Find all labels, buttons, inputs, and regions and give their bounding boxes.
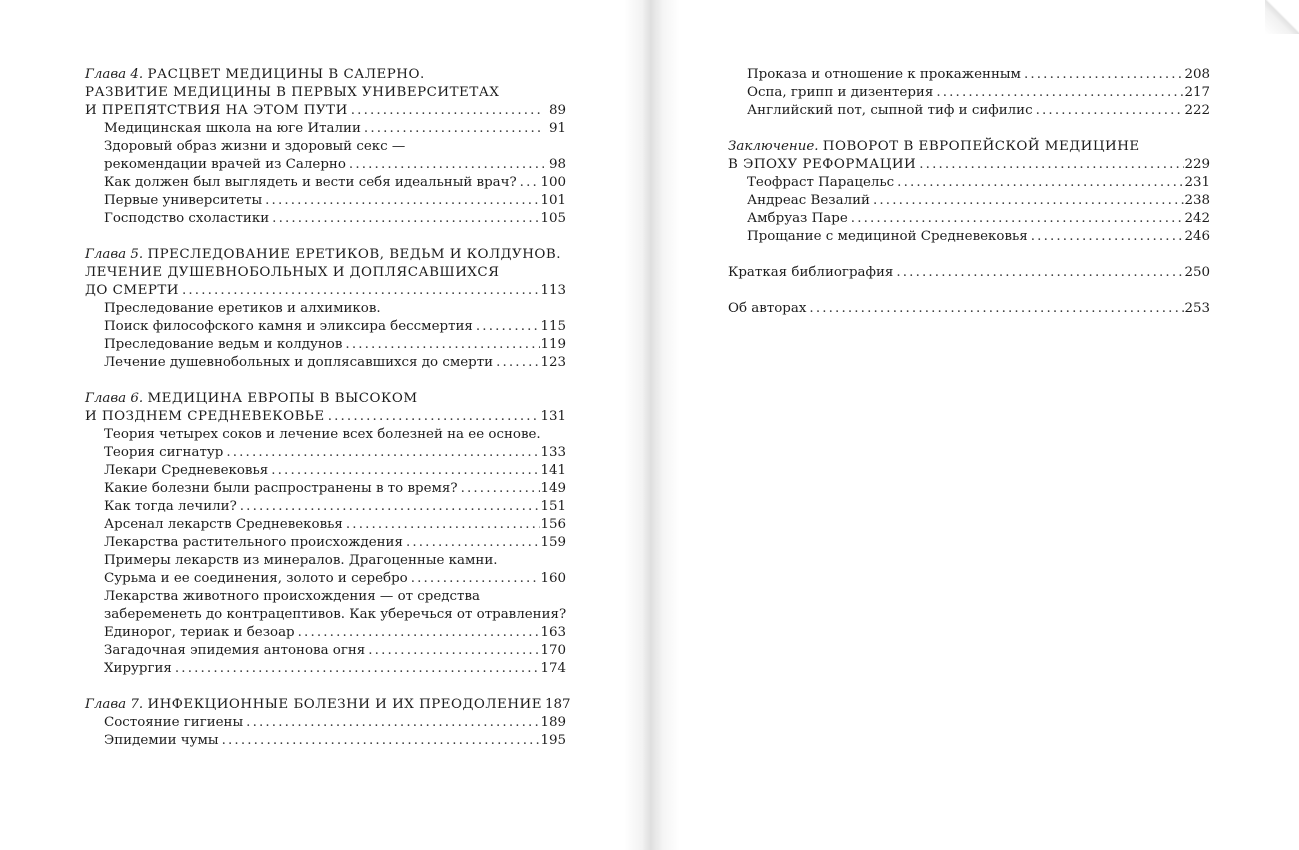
entry-title-line: Теория четырех соков и лечение всех болезней на ее основе. [104,427,541,442]
toc-entry[interactable] [85,444,566,462]
chapter-entry[interactable] [85,102,566,120]
page-number: 253 [1184,301,1210,316]
leader-dots [851,210,1185,228]
leader-dots [896,264,1184,282]
leader-dots [182,282,540,300]
entry-title-line: Лекарства животного происхождения — от средства [104,589,480,604]
conclusion [728,138,1210,246]
leader-dots [345,336,540,354]
chapter-7-continued [728,66,1210,120]
page-number: 231 [1184,175,1210,190]
entry-title: Первые университеты [104,193,263,208]
toc-entry[interactable] [85,570,566,588]
leader-dots [240,498,541,516]
right-page [650,0,1299,850]
chapter-title-line: ЛЕЧЕНИЕ ДУШЕВНОБОЛЬНЫХ И ДОПЛЯСАВШИХСЯ [85,265,500,280]
entry-title: Эпидемии чумы [104,733,219,748]
toc-entry[interactable] [85,318,566,336]
about-authors [728,300,1210,318]
page-number: 160 [540,571,566,586]
toc-entry[interactable] [85,498,566,516]
leader-dots [406,534,541,552]
leader-dots [873,192,1184,210]
page-number: 174 [540,661,566,676]
leader-dots [461,480,541,498]
entry-title: Лекарства растительного происхождения [104,535,403,550]
leader-dots [476,318,541,336]
chapter-label: Глава 5. [85,247,144,262]
chapter-title-line: РАЗВИТИЕ МЕДИЦИНЫ В ПЕРВЫХ УНИВЕРСИТЕТАХ [85,85,500,100]
page-number: 131 [540,409,566,424]
leader-dots [1031,228,1185,246]
entry-title: Лекари Средневековья [104,463,269,478]
gutter-shadow-left [624,0,650,850]
leader-dots [496,354,540,372]
toc-entry[interactable] [85,714,566,732]
toc-entry[interactable] [728,192,1210,210]
entry-title: Сурьма и ее соединения, золото и серебро [104,571,408,586]
gutter-shadow-right [650,0,680,850]
toc-entry[interactable] [85,534,566,552]
page-number: 133 [540,445,566,460]
page-curl[interactable] [1265,0,1299,34]
entry-title: Амбруаз Паре [747,211,848,226]
chapter-label: Глава 6. [85,391,144,406]
leader-dots [897,174,1184,192]
leader-dots [411,570,541,588]
page-number: 159 [540,535,566,550]
toc-entry[interactable] [728,102,1210,120]
chapter-label: Заключение. [728,139,819,154]
page-number: 98 [548,157,566,172]
page-number: 149 [540,481,566,496]
entry-title: Прощание с медициной Средневековья [747,229,1028,244]
leader-dots [246,714,540,732]
page-number: 100 [540,175,566,190]
chapter-5 [85,246,566,372]
chapter-entry[interactable] [85,408,566,426]
leader-dots [936,84,1184,102]
leader-dots [272,210,540,228]
entry-title-line: Здоровый образ жизни и здоровый секс — [104,139,406,154]
page-number: 189 [540,715,566,730]
page-number: 246 [1184,229,1210,244]
toc-entry[interactable] [85,516,566,534]
page-number: 119 [540,337,566,352]
chapter-4 [85,66,566,228]
entry-title: Оспа, грипп и дизентерия [747,85,934,100]
chapter-title-final [85,696,542,714]
entry-title-line: Преследование еретиков и алхимиков. [104,301,381,316]
entry-title: Андреас Везалий [747,193,870,208]
entry-title: Арсенал лекарств Средневековья [104,517,343,532]
page-number: 101 [540,193,566,208]
toc-entry[interactable] [728,228,1210,246]
about-authors-entry[interactable] [728,300,1210,318]
entry-title: Поиск философского камня и эликсира бессмертия [104,319,473,334]
page-number: 238 [1184,193,1210,208]
toc-entry[interactable] [728,210,1210,228]
entry-title: Об авторах [728,301,807,316]
leader-dots [351,102,544,120]
toc-entry[interactable] [85,120,566,138]
entry-title: Краткая библиография [728,265,894,280]
toc-entry[interactable] [728,174,1210,192]
leader-dots [1024,66,1184,84]
entry-title: Состояние гигиены [104,715,244,730]
leader-dots [328,408,541,426]
chapter-title: ИНФЕКЦИОННЫЕ БОЛЕЗНИ И ИХ ПРЕОДОЛЕНИЕ [147,697,542,712]
toc-entry[interactable] [85,642,566,660]
page-number: 123 [540,355,566,370]
toc-entry[interactable] [728,66,1210,84]
leader-dots [368,642,540,660]
page-number: 222 [1184,103,1210,118]
chapter-title: ПРЕСЛЕДОВАНИЕ ЕРЕТИКОВ, ВЕДЬМ И КОЛДУНОВ. [147,247,561,262]
chapter-title-line [85,246,566,264]
leader-dots [271,462,540,480]
toc-entry[interactable] [85,624,566,642]
toc-entry[interactable] [85,462,566,480]
page-number: 105 [540,211,566,226]
chapter-entry[interactable] [728,156,1210,174]
page-number: 89 [548,103,566,118]
entry-title: Английский пот, сыпной тиф и сифилис [747,103,1033,118]
page-number: 151 [540,499,566,514]
page-number: 141 [540,463,566,478]
leader-dots [1036,102,1185,120]
leader-dots [346,516,541,534]
chapter-title-final: В ЭПОХУ РЕФОРМАЦИИ [728,157,917,172]
page-number: 163 [540,625,566,640]
leader-dots [809,300,1184,318]
page-number: 242 [1184,211,1210,226]
entry-title: Как должен был выглядеть и вести себя идеальный врач? [104,175,517,190]
leader-dots [520,174,541,192]
page-number: 229 [1184,157,1210,172]
page-number: 250 [1184,265,1210,280]
chapter-7 [85,696,571,750]
entry-title: Преследование ведьм и колдунов [104,337,343,352]
chapter-title-final: И ПОЗДНЕМ СРЕДНЕВЕКОВЬЕ [85,409,325,424]
page-number: 115 [540,319,566,334]
page-number: 170 [540,643,566,658]
entry-title: Единорог, териак и безоар [104,625,295,640]
chapter-label: Глава 7. [85,697,144,712]
chapter-title-final: И ПРЕПЯТСТВИЯ НА ЭТОМ ПУТИ [85,103,348,118]
leader-dots [364,120,544,138]
entry-title: Какие болезни были распространены в то время? [104,481,458,496]
chapter-title: РАСЦВЕТ МЕДИЦИНЫ В САЛЕРНО. [147,67,425,82]
toc-entry[interactable] [85,210,566,228]
entry-title: рекомендации врачей из Салерно [104,157,346,172]
toc-entry[interactable] [85,732,566,750]
entry-title: Проказа и отношение к прокаженным [747,67,1021,82]
entry-title: Загадочная эпидемия антонова огня [104,643,366,658]
chapter-label: Глава 4. [85,67,144,82]
chapter-title: МЕДИЦИНА ЕВРОПЫ В ВЫСОКОМ [147,391,418,406]
page-number: 91 [548,121,566,136]
page-number: 113 [540,283,566,298]
page-number: 187 [544,697,571,712]
entry-title: Господство схоластики [104,211,270,226]
toc-entry[interactable] [728,84,1210,102]
toc-entry[interactable] [85,192,566,210]
page-number: 156 [540,517,566,532]
toc-entry[interactable] [85,336,566,354]
chapter-title-final: ДО СМЕРТИ [85,283,179,298]
chapter-6 [85,390,566,678]
bibliography [728,264,1210,282]
chapter-title: ПОВОРОТ В ЕВРОПЕЙСКОЙ МЕДИЦИНЕ [822,139,1140,154]
entry-title: Как тогда лечили? [104,499,237,514]
entry-title: Теофраст Парацельс [747,175,895,190]
chapter-title-line [85,390,566,408]
leader-dots [919,156,1184,174]
entry-title: Теория сигнатур [104,445,224,460]
leader-dots [298,624,541,642]
chapter-title-line [728,138,1210,156]
entry-title: Хирургия [104,661,172,676]
leader-dots [265,192,540,210]
page-number: 208 [1184,67,1210,82]
toc-entry[interactable] [85,174,566,192]
chapter-entry[interactable] [85,696,571,714]
entry-title: Медицинская школа на юге Италии [104,121,361,136]
toc-entry[interactable] [85,480,566,498]
entry-title-line: забеременеть до контрацептивов. Как уберечься от отравления? [104,607,567,622]
toc-entry[interactable] [85,156,566,174]
toc-left [85,66,571,768]
toc-right [728,66,1210,336]
leader-dots [222,732,541,750]
entry-title: Лечение душевнобольных и доплясавшихся до смерти [104,355,494,370]
chapter-entry[interactable] [85,282,566,300]
leader-dots [175,660,541,678]
toc-entry[interactable] [85,354,566,372]
page-number: 217 [1184,85,1210,100]
bibliography-entry[interactable] [728,264,1210,282]
page-number: 195 [540,733,566,748]
toc-entry[interactable] [85,660,566,678]
leader-dots [349,156,544,174]
entry-title-line: Примеры лекарств из минералов. Драгоценные камни. [104,553,498,568]
chapter-title-line [85,66,566,84]
leader-dots [226,444,540,462]
